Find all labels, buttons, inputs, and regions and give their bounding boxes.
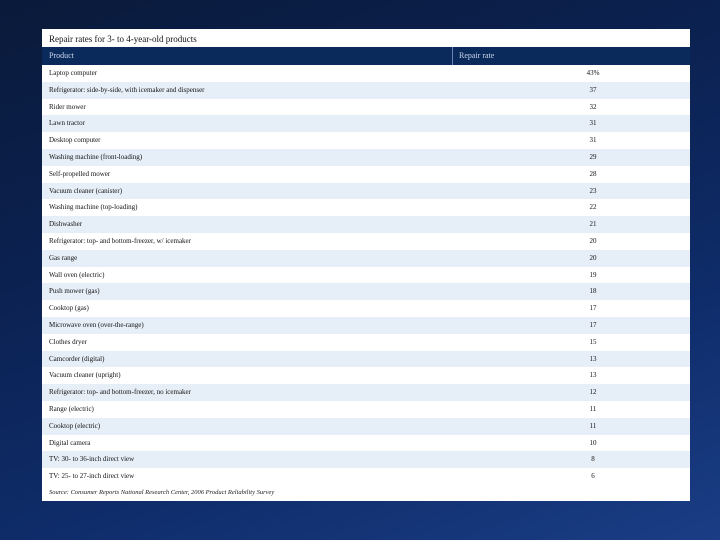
repair-rate-cell: 15 [589, 337, 597, 346]
repair-rate-cell: 18 [589, 287, 597, 296]
table-row [42, 451, 690, 468]
table-row [42, 334, 690, 351]
repair-rate-cell: 29 [589, 152, 597, 161]
repair-rate-cell: 13 [589, 354, 597, 363]
product-cell: Lawn tractor [49, 119, 85, 128]
repair-rate-cell: 22 [589, 203, 597, 212]
table-row [42, 233, 690, 250]
repair-rate-cell: 11 [589, 404, 597, 413]
product-cell: Cooktop (gas) [49, 304, 89, 313]
product-cell: Dishwasher [49, 220, 83, 229]
table-row [42, 82, 690, 99]
product-cell: Range (electric) [49, 404, 94, 413]
repair-rate-cell: 11 [589, 421, 597, 430]
repair-rates-table [42, 29, 690, 501]
repair-rate-cell: 37 [589, 85, 597, 94]
product-cell: Washing machine (top-loading) [49, 203, 138, 212]
product-cell: Refrigerator: top- and bottom-freezer, no icemaker [49, 388, 191, 397]
product-cell: Clothes dryer [49, 337, 87, 346]
table-row [42, 418, 690, 435]
header-product: Product [42, 47, 453, 65]
product-cell: Wall oven (electric) [49, 270, 105, 279]
table-row [42, 250, 690, 267]
repair-rate-cell: 31 [589, 119, 597, 128]
table-row [42, 283, 690, 300]
table-row [42, 435, 690, 452]
table-row [42, 468, 690, 485]
table-row [42, 183, 690, 200]
table-row [42, 199, 690, 216]
product-cell: Washing machine (front-loading) [49, 152, 143, 161]
table-row [42, 115, 690, 132]
product-cell: Rider mower [49, 102, 86, 111]
table-row [42, 99, 690, 116]
repair-rate-cell: 8 [591, 455, 595, 464]
product-cell: Cooktop (electric) [49, 421, 101, 430]
table-source: Source: Consumer Reports National Research Center, 2006 Product Reliability Survey [42, 485, 690, 501]
table-row [42, 132, 690, 149]
table-row [42, 149, 690, 166]
table-row [42, 384, 690, 401]
table-row [42, 216, 690, 233]
repair-rate-cell: 12 [589, 388, 597, 397]
repair-rate-cell: 21 [589, 220, 597, 229]
repair-rate-cell: 32 [589, 102, 597, 111]
product-cell: TV: 30- to 36-inch direct view [49, 455, 135, 464]
product-cell: Camcorder (digital) [49, 354, 105, 363]
repair-rate-cell: 19 [589, 270, 597, 279]
product-cell: TV: 25- to 27-inch direct view [49, 472, 135, 481]
table-header [42, 47, 690, 65]
product-cell: Push mower (gas) [49, 287, 100, 296]
product-cell: Vacuum cleaner (upright) [49, 371, 121, 380]
header-repair-rate: Repair rate [459, 51, 495, 60]
repair-rate-cell: 20 [589, 236, 597, 245]
table-row [42, 65, 690, 82]
table-row [42, 317, 690, 334]
table-row [42, 401, 690, 418]
product-cell: Refrigerator: side-by-side, with icemaker and dispenser [49, 85, 205, 94]
product-cell: Laptop computer [49, 69, 98, 77]
table-body [42, 65, 690, 485]
table-row [42, 351, 690, 368]
repair-rate-cell: 17 [589, 320, 597, 329]
repair-rate-cell: 31 [589, 136, 597, 145]
repair-rate-cell: 23 [589, 186, 597, 195]
repair-rate-cell: 10 [589, 438, 597, 447]
repair-rate-cell: 6 [591, 472, 595, 481]
table-title: Repair rates for 3- to 4-year-old products [42, 29, 690, 47]
table-row [42, 300, 690, 317]
product-cell: Vacuum cleaner (canister) [49, 186, 123, 195]
repair-rate-cell: 20 [589, 253, 597, 262]
product-cell: Digital camera [49, 438, 91, 447]
product-cell: Microwave oven (over-the-range) [49, 320, 144, 329]
product-cell: Refrigerator: top- and bottom-freezer, w/ icemaker [49, 236, 191, 245]
product-cell: Desktop computer [49, 136, 101, 145]
product-cell: Gas range [49, 253, 78, 262]
repair-rate-cell: 28 [589, 169, 597, 178]
repair-rate-cell: 13 [589, 371, 597, 380]
table-row [42, 367, 690, 384]
table-row [42, 166, 690, 183]
product-cell: Self-propelled mower [49, 169, 111, 178]
repair-rate-cell: 17 [589, 304, 597, 313]
table-row [42, 267, 690, 284]
repair-rate-cell: 43% [586, 69, 600, 77]
